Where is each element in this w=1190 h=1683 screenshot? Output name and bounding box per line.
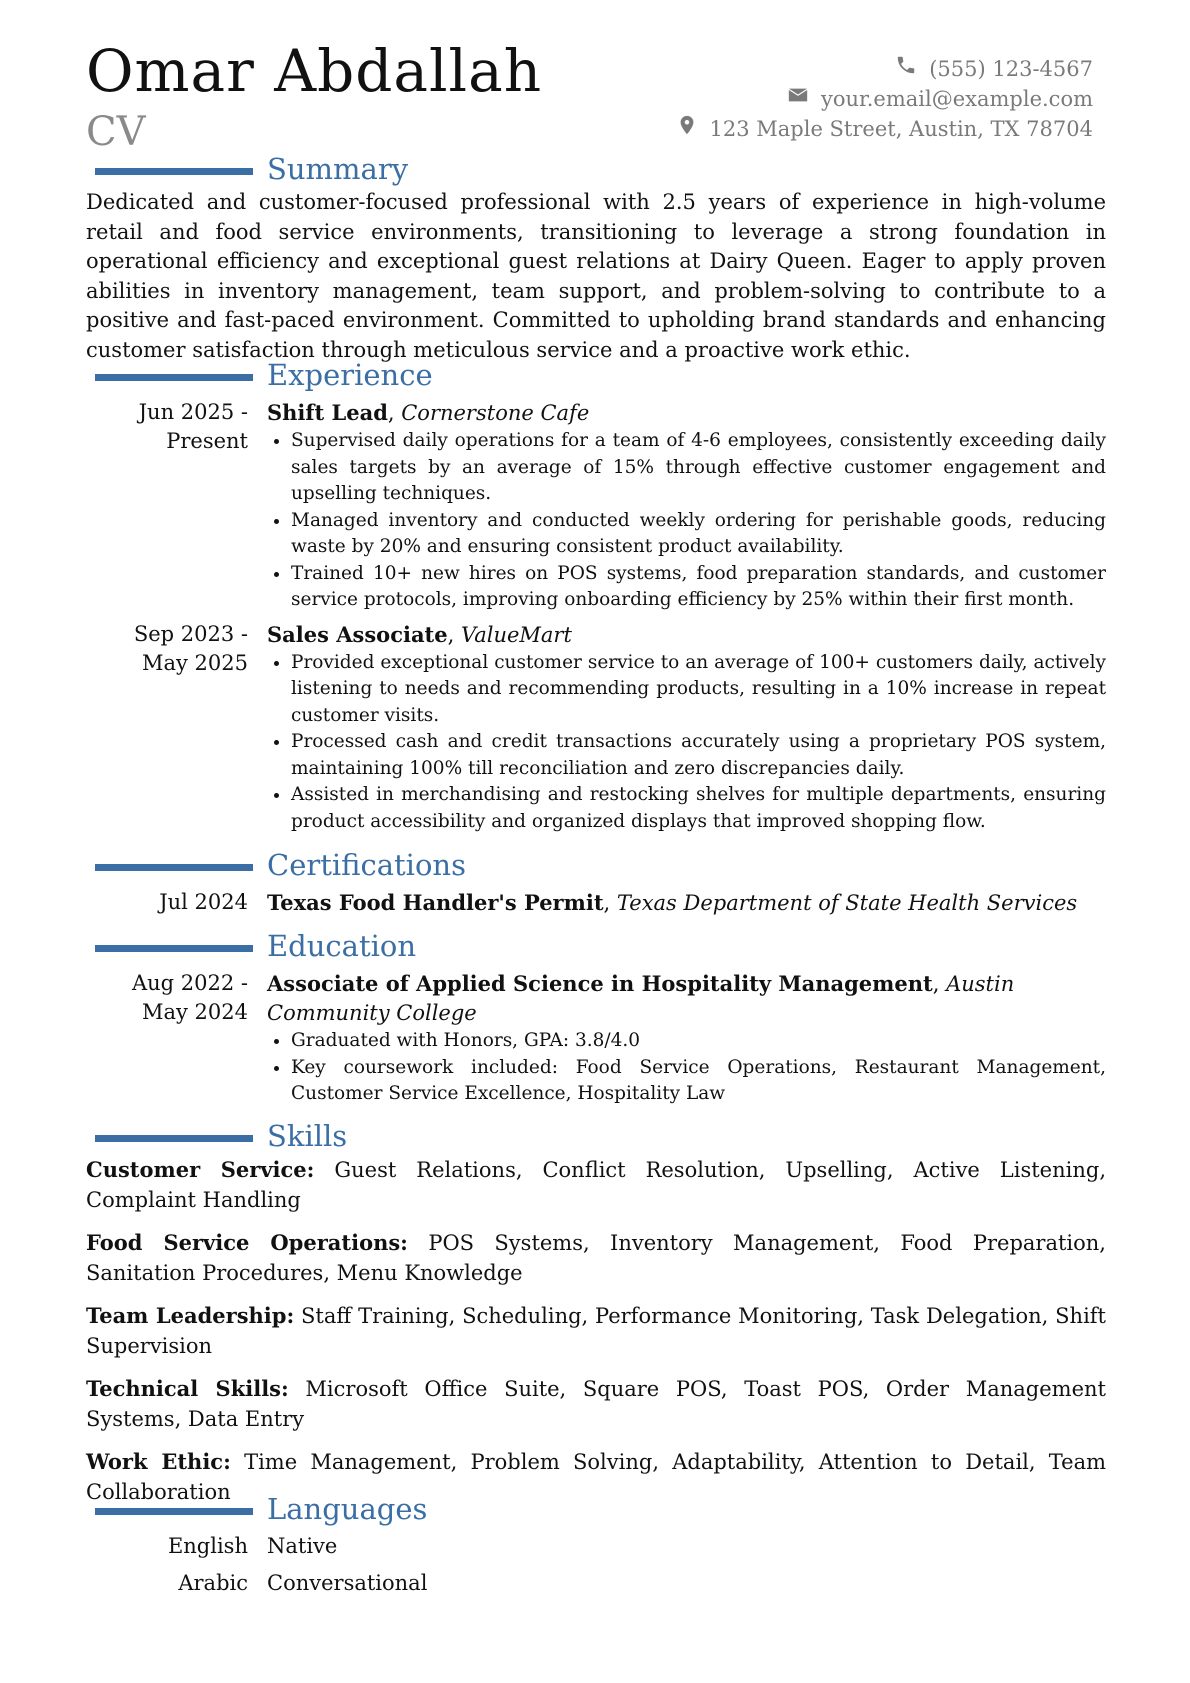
contact-address (676, 114, 1094, 144)
entry-heading: Shift Lead, Cornerstone Cafe (267, 400, 590, 425)
skill-row (86, 1301, 1106, 1361)
skill-list: Microsoft Office Suite, Square POS, Toast POS, Order Management Systems, Data Entry (86, 1377, 1106, 1431)
skill-list: Guest Relations, Conflict Resolution, Upselling, Active Listening, Complaint Handling (86, 1158, 1106, 1212)
summary-text: Dedicated and customer-focused professional with 2.5 years of experience in high-volume retail and food service environments, transitioning to leverage a strong foundation in operational efficiency and exceptional guest relations at Dairy Queen. Eager to apply proven abilities in inventory management, team support, and problem-solving to contribute to a positive and fast-paced environment. Committed to upholding brand standards and enhancing customer satisfaction through meticulous service and a proactive work ethic. (86, 190, 1106, 362)
skill-row (86, 1155, 1106, 1215)
bullet-list (267, 428, 1106, 614)
entry-heading: Associate of Applied Science in Hospitality Management, Austin Community College (267, 971, 1015, 1025)
section-header (86, 1119, 1106, 1155)
school: Austin Community College (267, 972, 1015, 1025)
education-section (86, 929, 1106, 1108)
entry-date: Aug 2022 - May 2024 (131, 971, 248, 1024)
summary-section (86, 152, 1106, 365)
experience-entry (86, 620, 1106, 836)
entry-date: Jul 2024 (159, 890, 248, 914)
skills-section (86, 1119, 1106, 1520)
certification-entry (86, 888, 1106, 918)
bullet-list (267, 1028, 1106, 1108)
list-item: Trained 10+ new hires on POS systems, food preparation standards, and customer service protocols, improving onboarding efficiency by 25% within their first month. (291, 561, 1106, 614)
language-name: English (167, 1534, 248, 1558)
section-header (86, 358, 1106, 394)
skill-list: Staff Training, Scheduling, Performance Monitoring, Task Delegation, Shift Supervision (86, 1304, 1106, 1358)
skill-category: Technical Skills: (86, 1376, 289, 1401)
experience-entry (86, 398, 1106, 614)
skill-category: Team Leadership: (86, 1303, 295, 1328)
entry-date: Jun 2025 - Present (138, 400, 248, 453)
phone-text: (555) 123-4567 (929, 56, 1093, 81)
education-entry (86, 969, 1106, 1108)
list-item: Supervised daily operations for a team of 4-6 employees, consistently exceeding daily sales targets by an average of 15% through effective customer engagement and upselling techniques. (291, 428, 1106, 508)
language-row (86, 1532, 1106, 1561)
contact-block (676, 54, 1094, 144)
section-title: Languages (267, 1492, 428, 1526)
list-item: Processed cash and credit transactions accurately using a proprietary POS system, maintaining 100% till reconciliation and zero discrepancies daily. (291, 729, 1106, 782)
employer: ValueMart (460, 622, 572, 647)
certification-name: Texas Food Handler's Permit (267, 890, 604, 915)
skill-category: Work Ethic: (86, 1449, 231, 1474)
list-item: Assisted in merchandising and restocking shelves for multiple departments, ensuring product accessibility and organized displays that improved shopping flow. (291, 782, 1106, 835)
degree: Associate of Applied Science in Hospitality Management (267, 971, 933, 996)
list-item: Provided exceptional customer service to an average of 100+ customers daily, actively listening to needs and recommending products, resulting in a 10% increase in repeat customer visits. (291, 650, 1106, 730)
experience-section (86, 358, 1106, 835)
section-title: Certifications (267, 848, 466, 882)
section-accent-bar (95, 1135, 253, 1142)
section-title: Education (267, 929, 417, 963)
entry-heading: Sales Associate, ValueMart (267, 621, 572, 647)
contact-phone (676, 54, 1094, 84)
entry-heading: Texas Food Handler's Permit, Texas Department of State Health Services (267, 890, 1078, 915)
employer: Cornerstone Cafe (401, 401, 590, 425)
document-subtitle: CV (86, 109, 146, 155)
bullet-list (267, 650, 1106, 836)
languages-section (86, 1492, 1106, 1606)
section-header (86, 152, 1106, 188)
skill-row (86, 1228, 1106, 1288)
list-item: Managed inventory and conducted weekly ordering for perishable goods, reducing waste by 20% and ensuring consistent product availability. (291, 508, 1106, 561)
job-role: Sales Associate (267, 621, 448, 647)
issuer: Texas Department of State Health Services (616, 891, 1078, 915)
map-pin-icon (676, 114, 698, 144)
section-accent-bar (95, 945, 253, 952)
email-link[interactable]: your.email@example.com (820, 86, 1093, 111)
skill-category: Food Service Operations: (86, 1230, 408, 1255)
job-role: Shift Lead (267, 400, 388, 425)
list-item: Key coursework included: Food Service Operations, Restaurant Management, Customer Service Excellence, Hospitality Law (291, 1055, 1106, 1108)
section-header (86, 929, 1106, 965)
envelope-icon (787, 84, 809, 114)
entry-date: Sep 2023 - May 2025 (133, 621, 248, 675)
certifications-section (86, 848, 1106, 918)
section-header (86, 1492, 1106, 1528)
phone-icon (895, 54, 917, 84)
language-level: Native (267, 1534, 338, 1558)
section-title: Skills (267, 1119, 348, 1153)
section-title: Summary (267, 152, 409, 186)
person-name: Omar Abdallah (86, 37, 543, 105)
section-accent-bar (95, 374, 253, 381)
address-text: 123 Maple Street, Austin, TX 78704 (709, 116, 1093, 141)
skill-row (86, 1374, 1106, 1434)
skill-list: POS Systems, Inventory Management, Food Preparation, Sanitation Procedures, Menu Knowledge (86, 1231, 1106, 1285)
skill-list: Time Management, Problem Solving, Adaptability, Attention to Detail, Team Collaboration (86, 1450, 1107, 1504)
skill-category: Customer Service: (86, 1157, 315, 1182)
language-name: Arabic (178, 1571, 248, 1595)
language-row (86, 1569, 1106, 1598)
section-accent-bar (95, 168, 253, 175)
section-title: Experience (267, 358, 433, 392)
section-accent-bar (95, 1508, 253, 1515)
section-accent-bar (95, 864, 253, 871)
section-header (86, 848, 1106, 884)
language-level: Conversational (267, 1571, 428, 1595)
list-item: Graduated with Honors, GPA: 3.8/4.0 (291, 1028, 1106, 1055)
contact-email (676, 84, 1094, 114)
